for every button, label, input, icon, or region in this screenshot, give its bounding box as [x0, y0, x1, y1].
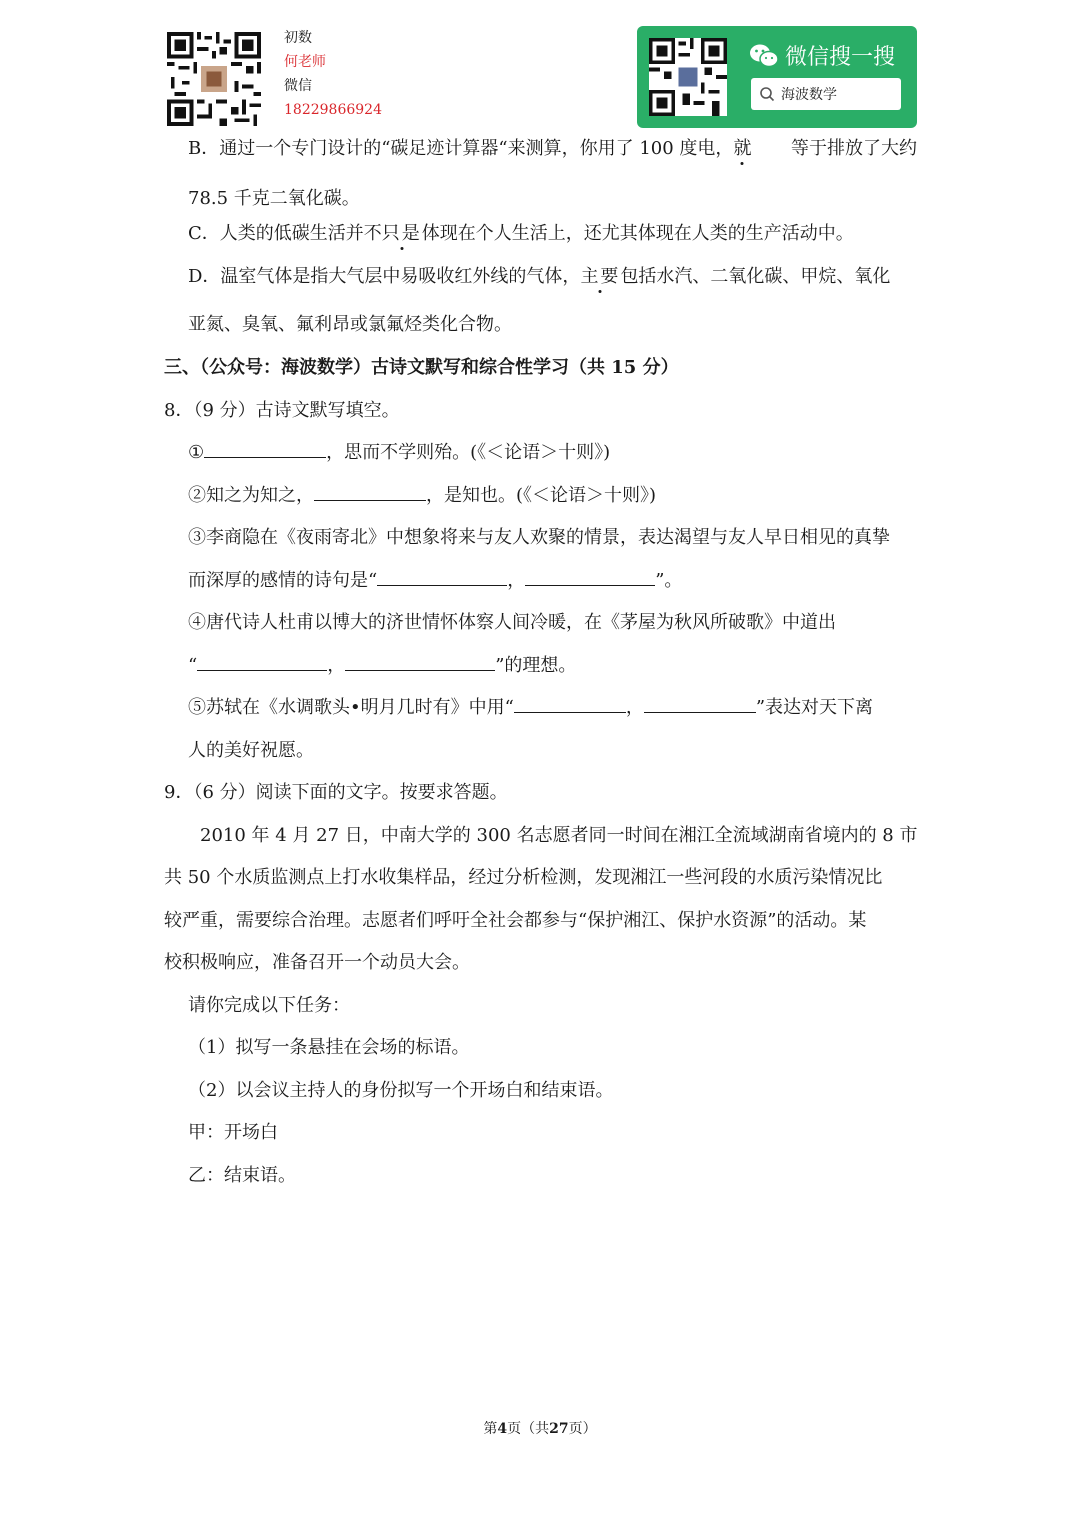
- option-c: [188, 219, 854, 245]
- q8-item3-line1: ③李商隐在《夜雨寄北》中想象将来与友人欢聚的情景，表达渴望与友人早日相见的真挚: [188, 527, 890, 548]
- option-d-post: 包括水汽、二氧化碳、甲烷、氧化: [620, 266, 891, 287]
- total-pages: 27: [549, 1421, 569, 1437]
- q9-passage-line3: 较严重，需要综合治理。志愿者们呼吁全社会都参与“保护湘江、保护水资源”的活动。某: [164, 910, 867, 931]
- answer-blank[interactable]: [314, 482, 426, 501]
- option-b-line2: 78.5 千克二氧化碳。: [188, 188, 360, 209]
- q9-passage-line2: 共 50 个水质监测点上打水收集样品，经过分析检测，发现湘江一些河段的水质污染情况比: [164, 867, 883, 888]
- emphasis-mark: 主要: [580, 266, 621, 287]
- option-d-pre: D．温室气体是指大气层中易吸收红外线的气体，: [188, 266, 581, 287]
- q8-item2-tail: ，是知也。(《＜论语＞十则》): [426, 485, 657, 506]
- q9-task1: （1）拟写一条悬挂在会场的标语。: [188, 1037, 470, 1058]
- contact-info: [284, 26, 382, 122]
- comma: ，: [507, 570, 526, 591]
- answer-blank[interactable]: [345, 652, 495, 671]
- option-b-line1: [188, 134, 917, 160]
- q8-item4-tail: ”的理想。: [495, 655, 577, 676]
- banner-title-text: 微信搜一搜: [785, 45, 896, 70]
- q9-title: 9．（6 分）阅读下面的文字。按要求答题。: [164, 782, 508, 803]
- option-c-post: 体现在个人生活上，还尤其体现在人类的生产活动中。: [421, 223, 854, 244]
- comma: ，: [625, 697, 644, 718]
- page-number: [0, 1418, 1080, 1438]
- answer-blank[interactable]: [377, 567, 507, 586]
- open-quote: “: [188, 655, 198, 676]
- option-c-pre: C．人类的低碳生活并不: [188, 223, 382, 244]
- q8-item2-text: ②知之为知之，: [188, 485, 314, 506]
- answer-blank[interactable]: [204, 439, 326, 458]
- q8-item1-number: ①: [188, 442, 205, 463]
- option-b-tail: 等于排放了大约: [791, 138, 917, 159]
- q8-item3-tail: ”。: [655, 570, 683, 591]
- banner-search-text: 海波数学: [781, 87, 837, 103]
- comma: ，: [327, 655, 346, 676]
- option-d-line2: 亚氮、臭氧、氟利昂或氯氟烃类化合物。: [188, 314, 512, 335]
- q8-item5-text: ⑤苏轼在《水调歌头•明月几时有》中用“: [188, 697, 514, 718]
- q9-passage-line1: 2010 年 4 月 27 日，中南大学的 300 名志愿者同一时间在湘江全流域湖南省境内的 8 市: [200, 825, 918, 846]
- wechat-search-banner: [637, 26, 917, 128]
- banner-title: [749, 40, 895, 71]
- q8-item4-line2: [188, 651, 576, 677]
- footer-mid: 页（共: [507, 1421, 550, 1437]
- q9-closing-label: 乙：结束语。: [188, 1165, 296, 1186]
- q8-item5-line1: [188, 693, 873, 719]
- wechat-icon: [749, 43, 779, 69]
- q9-passage-line4: 校积极响应，准备召开一个动员大会。: [164, 952, 470, 973]
- q9-task-intro: 请你完成以下任务：: [188, 995, 350, 1016]
- q9-task2: （2）以会议主持人的身份拟写一个开场白和结束语。: [188, 1080, 614, 1101]
- contact-subject: 初数: [284, 30, 312, 46]
- answer-blank[interactable]: [197, 652, 327, 671]
- contact-wechat-label: 微信: [284, 78, 312, 94]
- qr-code-image: [167, 32, 261, 126]
- q8-item5-tail: ”表达对天下离: [755, 697, 874, 718]
- q8-item3-line2: [188, 566, 682, 592]
- emphasis-mark: 就: [733, 138, 752, 159]
- footer-pre: 第: [483, 1421, 498, 1437]
- search-icon: [759, 86, 775, 102]
- option-b-text: B．通过一个专门设计的“碳足迹计算器“来测算，你用了 100 度电，: [188, 138, 734, 159]
- q8-item1-text: ，思而不学则殆。(《＜论语＞十则》): [326, 442, 611, 463]
- section-heading: 三、（公众号：海波数学）古诗文默写和综合性学习（共 15 分）: [164, 357, 679, 378]
- banner-search-box: [751, 78, 901, 110]
- option-d-line1: [188, 262, 917, 288]
- answer-blank[interactable]: [644, 694, 756, 713]
- current-page: 4: [497, 1421, 508, 1437]
- q8-item5-line2: 人的美好祝愿。: [188, 740, 314, 761]
- answer-blank[interactable]: [514, 694, 626, 713]
- contact-phone: 18229866924: [284, 102, 382, 118]
- q8-item4-line1: ④唐代诗人杜甫以博大的济世情怀体察人间冷暖，在《茅屋为秋风所破歌》中道出: [188, 612, 836, 633]
- footer-post: 页）: [568, 1421, 597, 1437]
- q8-title: 8．（9 分）古诗文默写填空。: [164, 400, 400, 421]
- q8-item3-text: 而深厚的感情的诗句是“: [188, 570, 378, 591]
- contact-teacher: 何老师: [284, 54, 326, 70]
- emphasis-mark: 只是: [381, 223, 422, 244]
- q9-opening-label: 甲：开场白: [188, 1122, 278, 1143]
- q8-item1: [188, 438, 610, 464]
- answer-blank[interactable]: [525, 567, 655, 586]
- q8-item2: [188, 481, 656, 507]
- qr-code-image: [649, 38, 727, 116]
